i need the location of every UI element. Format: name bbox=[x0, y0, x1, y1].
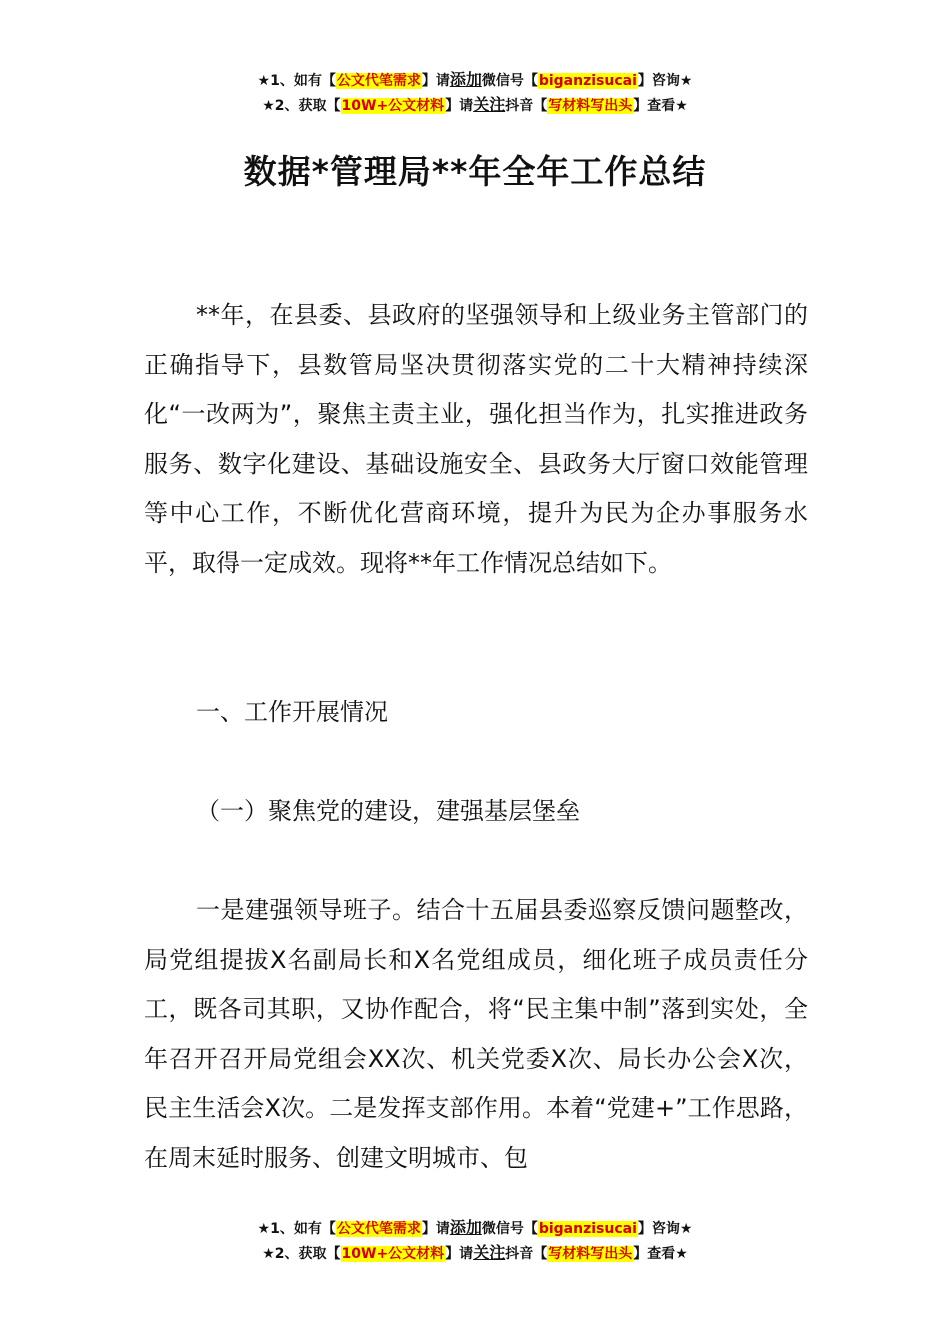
footer-banner bbox=[0, 1216, 950, 1266]
banner-text: 】咨询★ bbox=[637, 1221, 693, 1237]
section-heading: 一、工作开展情况 bbox=[196, 698, 388, 726]
banner-text: ★2、获取【 bbox=[262, 98, 341, 114]
banner-line-1 bbox=[0, 1216, 950, 1241]
subsection-heading: （一）聚焦党的建设，建强基层堡垒 bbox=[196, 797, 580, 825]
intro-paragraph: **年，在县委、县政府的坚强领导和上级业务主管部门的正确指导下，县数管局坚决贯彻落实党的二十大精神持续深化“一改两为”，聚焦主责主业，强化担当作为，扎实推进政务服务、数字化建设、基础设施安全、县政务大厅窗口效能管理等中心工作，不断优化营商环境，提升为民为企办事服务水平，取得一定成效。现将**年工作情况总结如下。 bbox=[144, 301, 808, 577]
banner-text: 抖音【 bbox=[505, 1246, 548, 1262]
banner-highlight: 公文代笔需求 bbox=[336, 1221, 421, 1237]
banner-emphasis: 添加 bbox=[449, 70, 482, 89]
banner-text: 抖音【 bbox=[505, 98, 548, 114]
banner-text: 】查看★ bbox=[633, 98, 688, 114]
banner-emphasis: 关注 bbox=[473, 1243, 506, 1262]
banner-text: 微信号【 bbox=[481, 1221, 538, 1237]
banner-text: 】请 bbox=[445, 1246, 474, 1262]
banner-line-2 bbox=[0, 93, 950, 118]
banner-line-2 bbox=[0, 1241, 950, 1266]
banner-line-1 bbox=[0, 68, 950, 93]
banner-text: 】请 bbox=[421, 1221, 450, 1237]
banner-highlight: 10W+公文材料 bbox=[341, 1246, 445, 1262]
header-banner bbox=[0, 68, 950, 118]
banner-text: ★1、如有【 bbox=[257, 73, 336, 89]
banner-text: 微信号【 bbox=[481, 73, 538, 89]
banner-highlight: 公文代笔需求 bbox=[336, 73, 421, 89]
document-title: 数据*管理局**年全年工作总结 bbox=[243, 152, 707, 191]
banner-douyin-id: 写材料写出头 bbox=[548, 1246, 633, 1262]
banner-text: 】请 bbox=[421, 73, 450, 89]
banner-emphasis: 添加 bbox=[449, 1218, 482, 1237]
body-paragraph: 一是建强领导班子。结合十五届县委巡察反馈问题整改，局党组提拔X名副局长和X名党组成员，细化班子成员责任分工，既各司其职，又协作配合，将“民主集中制”落到实处，全年召开召开局党组会XX次、机关党委X次、局长办公会X次，民主生活会X次。二是发挥支部作用。本着“党建+”工作思路，在周末延时服务、创建文明城市、包 bbox=[144, 896, 808, 1172]
banner-text: 】查看★ bbox=[633, 1246, 688, 1262]
banner-text: 】请 bbox=[445, 98, 474, 114]
banner-highlight: 10W+公文材料 bbox=[341, 98, 445, 114]
banner-text: 】咨询★ bbox=[637, 73, 693, 89]
banner-text: ★1、如有【 bbox=[257, 1221, 336, 1237]
banner-emphasis: 关注 bbox=[473, 95, 506, 114]
banner-wechat-id: biganzisucai bbox=[538, 73, 637, 89]
banner-wechat-id: biganzisucai bbox=[538, 1221, 637, 1237]
banner-text: ★2、获取【 bbox=[262, 1246, 341, 1262]
banner-douyin-id: 写材料写出头 bbox=[548, 98, 633, 114]
